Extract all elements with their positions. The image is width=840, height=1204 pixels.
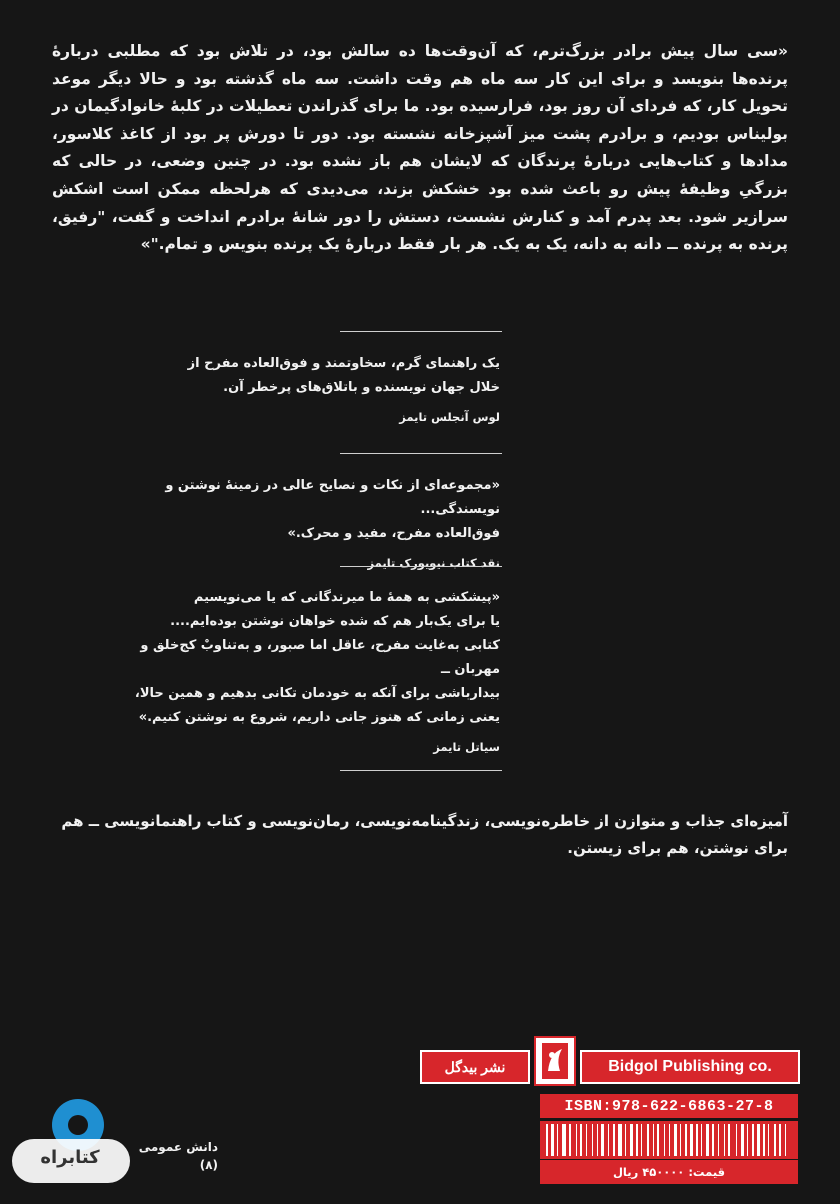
review-1 [96,352,500,424]
review-divider [340,331,502,332]
review-line: خلال جهان نویسنده و باتلاق‌های پرخطر آن. [223,380,500,395]
review-divider [340,453,502,454]
publisher-name-fa: نشر بیدگل [420,1050,530,1084]
review-source: سیاتل تایمز [433,740,500,754]
book-summary: آمیزه‌ای جذاب و متوازن از خاطره‌نویسی، زندگینامه‌نویسی، رمان‌نویسی و کتاب راهنمانویسی ــ هم برای نوشتن، هم برای زیستن. [61,812,788,857]
review-2 [96,474,500,570]
back-cover-excerpt: «سی سال پیش برادر بزرگ‌ترم، که آن‌وقت‌ها ده سالش بود، در تلاش بود که مطلبی دربارهٔ پرنده‌ها بنویسد و برای این کار سه ماه هم وقت داشت. سه ماه گذشته بود و حالا دیگر موعد تحویل کار، که فردای آن روز بود، فرارسیده بود. ما برای گذراندن تعطیلات در کلبهٔ خانوادگیمان در بولیناس بودیم، و برادرم پشت میز آشپزخانه نشسته بود. دور تا دورش پر بود از کاغذ کلاسور، مدادها و کتاب‌هایی دربارهٔ پرندگان که لایشان هم باز نشده بود. در چنین وضعی، در حالی که بزرگیِ وظیفهٔ پیش رو باعث شده بود خشکش بزند، می‌دیدی که هرلحظه ممکن است اشکش سرازیر شود. بعد پدرم آمد و کنارش نشست، دستش را دور شانهٔ برادرم انداخت و گفت، "رفیق، پرنده به پرنده ــ دانه به دانه، یک به یک. هر بار فقط دربارهٔ یک پرنده بنویس و تمام."» [52,42,788,254]
series-name: دانش عمومی [138,1140,218,1154]
review-line: کتابی به‌غایت مفرح، عاقل اما صبور، و به‌تناوبْ کج‌خلق و مهربان ــ [140,638,500,677]
review-source: لوس آنجلس تایمز [399,410,500,424]
review-line: «پیشکشی به همهٔ ما میرندگانی که یا می‌نویسیم [193,590,500,605]
isbn-label: ISBN:978-622-6863-27-8 [540,1094,798,1118]
barcode-icon [540,1121,798,1159]
review-line: یعنی زمانی که هنوز جانی داریم، شروع به نوشتن کنیم.» [138,710,500,725]
publisher-bar [420,1050,800,1084]
series-label [128,1138,218,1174]
review-3 [96,586,500,754]
ketabrah-label: کتابراه [40,1147,100,1168]
publisher-name-en: Bidgol Publishing co. [580,1050,800,1084]
publisher-logo-icon [534,1036,576,1086]
review-divider [340,770,502,771]
review-source: نقد کتاب نیویورک تایمز [367,556,500,570]
price-label: قیمت: ۴۵۰۰۰۰ ریال [540,1160,798,1184]
review-line: یا برای یک‌بار هم که شده خواهان نوشتن بوده‌ایم.... [170,614,500,629]
ketabrah-watermark [0,1095,135,1200]
series-number: (۸) [199,1158,218,1172]
review-line: فوق‌العاده مفرح، مفید و محرک.» [287,526,500,541]
review-line: «مجموعه‌ای از نکات و نصایح عالی در زمینهٔ نوشتن و نویسندگی... [165,478,500,517]
review-line: بیدارباشی برای آنکه به خودمان تکانی بدهیم و همین حالا، [134,686,500,701]
review-line: یک راهنمای گرم، سخاوتمند و فوق‌العاده مفرح از [187,356,500,371]
review-divider [340,566,502,567]
